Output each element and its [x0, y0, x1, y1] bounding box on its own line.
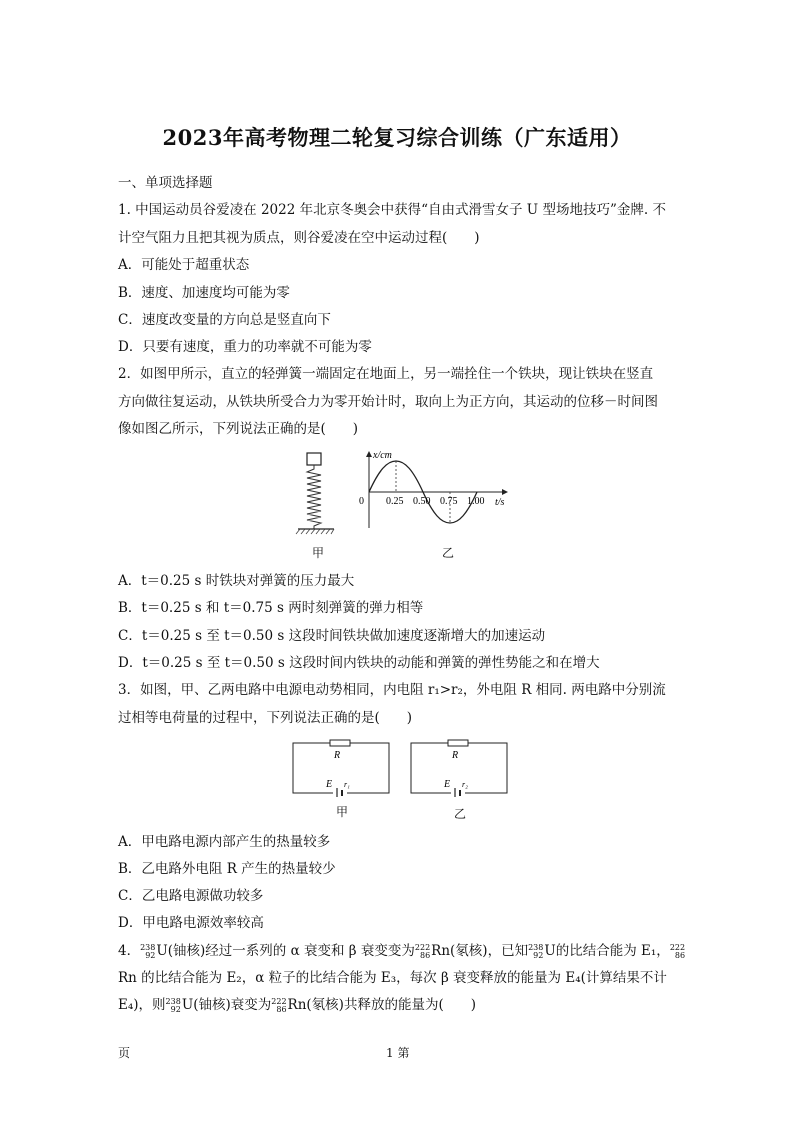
q2-stem-line3: 像如图乙所示，下列说法正确的是( ) — [118, 421, 359, 437]
q2-option-b: B．t＝0.25 s 和 t＝0.75 s 两时刻弹簧的弹力相等 — [118, 600, 424, 616]
x-axis-label: t/s — [495, 497, 505, 508]
q1-option-b: B．速度、加速度均可能为零 — [118, 285, 290, 301]
tick-100: 1.00 — [467, 496, 485, 507]
nuclide-rn222-c: 222 86 Rn — [271, 996, 307, 1014]
nuclide-u238-b: 238 92 U — [528, 942, 556, 960]
q3-option-d: D．甲电路电源效率较高 — [118, 915, 264, 931]
ground-hatch — [296, 529, 334, 534]
q1-option-d: D．只要有速度，重力的功率就不可能为零 — [118, 339, 372, 355]
q1-stem-line1: 1. 中国运动员谷爱凌在 2022 年北京冬奥会中获得“自由式滑雪女子 U 型场地技巧”金牌. 不 — [118, 202, 666, 218]
label-E: E — [444, 779, 451, 790]
q4-stem-line1: 4． 238 92 U(铀核)经过一系列的 α 衰变和 β 衰变变为 222 86 Rn(氡核)，已知 238 92 U的比结合能为 E₁， 222 86 — [118, 942, 686, 960]
q1-stem-line2: 计空气阻力且把其视为质点，则谷爱凌在空中运动过程( ) — [118, 230, 480, 246]
q4-stem-line3: E₄)，则 238 92 U(铀核)衰变为 222 86 Rn(氡核)共释放的能量为( ) — [118, 996, 476, 1014]
q3-stem-line2: 过相等电荷量的过程中，下列说法正确的是( ) — [118, 710, 413, 726]
footer-left: 页 — [118, 1046, 131, 1060]
fig-label-yi-2: 乙 — [442, 546, 455, 560]
spring-coil — [307, 465, 321, 529]
q3-option-a: A．甲电路电源内部产生的热量较多 — [118, 834, 331, 850]
q2-stem-line1: 2．如图甲所示，直立的轻弹簧一端固定在地面上，另一端拴住一个铁块，现让铁块在竖直 — [118, 366, 654, 382]
q3-option-c: C．乙电路电源做功较多 — [118, 888, 264, 904]
q3-stem-line1: 3．如图，甲、乙两电路中电源电动势相同，内电阻 r₁>r₂，外电阻 R 相同. 两电路中分别流 — [118, 682, 666, 698]
q4-stem-line2: Rn 的比结合能为 E₂，α 粒子的比结合能为 E₃，每次 β 衰变释放的能量为 E₄(计算结果不计 — [118, 970, 667, 986]
q2-option-d: D．t＝0.25 s 至 t＝0.50 s 这段时间内铁块的动能和弹簧的弹性势能之和在增大 — [118, 655, 600, 671]
spring-figure — [290, 448, 350, 548]
q3-option-b: B．乙电路外电阻 R 产生的热量较少 — [118, 861, 336, 877]
nuclide-u238: 238 92 U — [140, 942, 168, 960]
fig-label-yi-3: 乙 — [454, 807, 467, 821]
q2-stem-line2: 方向做往复运动，从铁块所受合力为零开始计时，取向上为正方向，其运动的位移－时间图 — [118, 394, 658, 410]
circuit-jia — [290, 737, 392, 797]
fig-label-jia-2: 甲 — [312, 546, 325, 560]
tick-050: 0.50 — [413, 496, 431, 507]
q2-option-c: C．t＝0.25 s 至 t＝0.50 s 这段时间铁块做加速度逐渐增大的加速运动 — [118, 628, 546, 644]
label-R: R — [334, 750, 341, 761]
label-r1: r₁ — [344, 780, 350, 789]
tick-075: 0.75 — [440, 496, 458, 507]
resistor-R — [330, 740, 350, 746]
nuclide-rn-mass: 222 86 — [669, 942, 686, 960]
tick-025: 0.25 — [386, 496, 404, 507]
y-axis-label: x/cm — [373, 450, 392, 461]
nuclide-u238-c: 238 92 U — [165, 996, 194, 1014]
resistor-R — [448, 740, 468, 746]
q1-option-c: C．速度改变量的方向总是竖直向下 — [118, 312, 331, 328]
label-r2: r₂ — [462, 780, 468, 789]
page-title: 2023年高考物理二轮复习综合训练（广东适用） — [162, 125, 632, 150]
nuclide-rn222: 222 86 Rn — [414, 942, 451, 960]
q2-option-a: A．t＝0.25 s 时铁块对弹簧的压力最大 — [118, 573, 355, 589]
label-R: R — [452, 750, 459, 761]
origin-label: 0 — [359, 496, 364, 507]
circuit-yi — [408, 737, 510, 797]
label-E: E — [326, 779, 333, 790]
q1-option-a: A．可能处于超重状态 — [118, 257, 250, 273]
section-heading: 一、单项选择题 — [118, 175, 213, 191]
footer-page-number: 1 第 — [386, 1046, 410, 1060]
iron-block — [307, 453, 321, 465]
fig-label-jia-3: 甲 — [336, 805, 349, 819]
xt-graph — [355, 448, 515, 533]
